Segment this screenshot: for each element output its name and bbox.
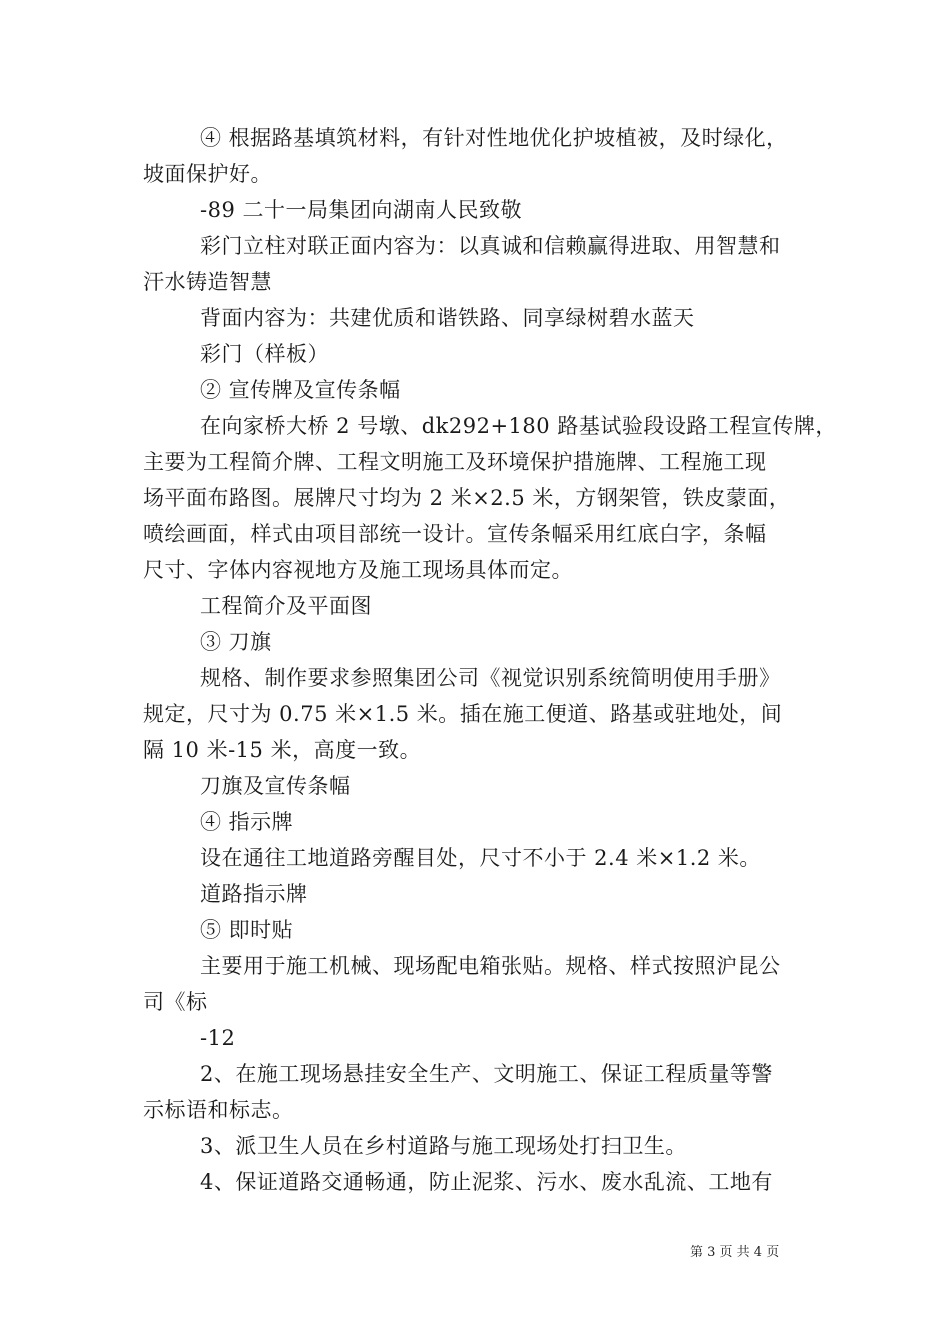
text-line: 规格、制作要求参照集团公司《视觉识别系统简明使用手册》 bbox=[200, 666, 781, 690]
text-line: 尺寸、字体内容视地方及施工现场具体而定。 bbox=[143, 558, 573, 582]
text-line: 主要为工程简介牌、工程文明施工及环境保护措施牌、工程施工现 bbox=[143, 450, 767, 474]
text-line: 3、派卫生人员在乡村道路与施工现场处打扫卫生。 bbox=[200, 1134, 687, 1158]
text-line: 2、在施工现场悬挂安全生产、文明施工、保证工程质量等警 bbox=[200, 1062, 773, 1086]
text-line: ② 宣传牌及宣传条幅 bbox=[200, 378, 401, 402]
text-line: -89 二十一局集团向湖南人民致敬 bbox=[200, 198, 522, 222]
text-line: 彩门立柱对联正面内容为：以真诚和信赖赢得进取、用智慧和 bbox=[200, 234, 781, 258]
text-line: ④ 根据路基填筑材料，有针对性地优化护坡植被，及时绿化， bbox=[200, 126, 788, 150]
text-line: 4、保证道路交通畅通，防止泥浆、污水、废水乱流、工地有 bbox=[200, 1170, 773, 1194]
text-line: 场平面布路图。展牌尺寸均为 2 米×2.5 米，方钢架管，铁皮蒙面， bbox=[143, 486, 791, 510]
text-line: 坡面保护好。 bbox=[143, 162, 272, 186]
text-line: 工程简介及平面图 bbox=[200, 594, 372, 618]
text-line: ③ 刀旗 bbox=[200, 630, 272, 654]
text-line: 刀旗及宣传条幅 bbox=[200, 774, 351, 798]
text-line: 汗水铸造智慧 bbox=[143, 270, 272, 294]
text-line: ⑤ 即时贴 bbox=[200, 918, 294, 942]
text-line: 示标语和标志。 bbox=[143, 1098, 294, 1122]
text-line: 在向家桥大桥 2 号墩、dk292+180 路基试验段设路工程宣传牌， bbox=[200, 414, 837, 438]
text-line: -12 bbox=[200, 1026, 236, 1050]
text-line: 隔 10 米-15 米，高度一致。 bbox=[143, 738, 422, 762]
page-number: 第 3 页 共 4 页 bbox=[690, 1245, 780, 1260]
text-line: 背面内容为：共建优质和谐铁路、同享绿树碧水蓝天 bbox=[200, 306, 695, 330]
text-line: 规定，尺寸为 0.75 米×1.5 米。插在施工便道、路基或驻地处，间 bbox=[143, 702, 783, 726]
text-line: 彩门（样板） bbox=[200, 342, 329, 366]
text-line: 主要用于施工机械、现场配电箱张贴。规格、样式按照沪昆公 bbox=[200, 954, 781, 978]
body-text bbox=[143, 120, 837, 1200]
text-line: ④ 指示牌 bbox=[200, 810, 294, 834]
text-line: 设在通往工地道路旁醒目处，尺寸不小于 2.4 米×1.2 米。 bbox=[200, 846, 761, 870]
text-line: 喷绘画面，样式由项目部统一设计。宣传条幅采用红底白字，条幅 bbox=[143, 522, 767, 546]
text-line: 道路指示牌 bbox=[200, 882, 308, 906]
text-line: 司《标 bbox=[143, 990, 208, 1014]
